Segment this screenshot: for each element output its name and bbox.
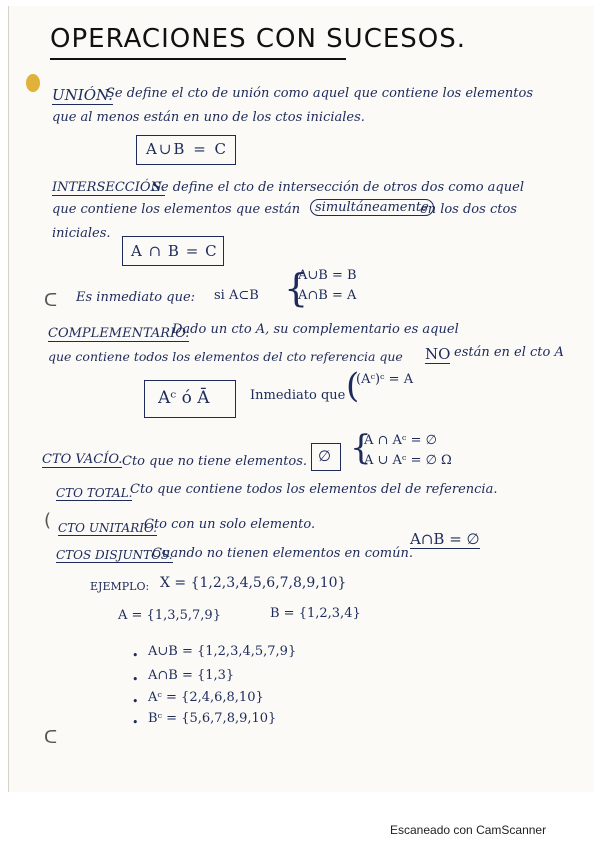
- ejemplo-b: B = {1,2,3,4}: [270, 606, 361, 621]
- total-text: Cto que contiene todos los elementos del de referencia.: [130, 482, 498, 497]
- ejemplo-bullet: •: [132, 695, 139, 708]
- ejemplo-bullet: •: [132, 716, 139, 729]
- total-heading: CTO TOTAL.: [56, 486, 133, 500]
- ejemplo-x: X = {1,2,3,4,5,6,7,8,9,10}: [160, 575, 347, 591]
- vacio-symbol: ∅: [318, 447, 332, 465]
- title-underline: [50, 58, 346, 60]
- ejemplo-item: A∪B = {1,2,3,4,5,7,9}: [148, 644, 297, 659]
- vacio-text: Cto que no tiene elementos.: [122, 454, 308, 469]
- punch-hole-mark: ᑕ: [44, 727, 58, 748]
- complementario-formula: Aᶜ ó Ā: [158, 388, 210, 408]
- unitario-heading: CTO UNITARIO.: [58, 521, 157, 535]
- complementario-text-2a: que contiene todos los elementos del cto referencia que: [48, 349, 403, 364]
- interseccion-text-3: iniciales.: [52, 226, 111, 241]
- complementario-text-2b: NO: [425, 345, 451, 363]
- union-formula: A∪B = C: [146, 140, 229, 158]
- ejemplo-bullet: •: [132, 649, 139, 662]
- scanner-watermark: Escaneado con CamScanner: [390, 823, 547, 837]
- interseccion-heading: INTERSECCIÓN.: [52, 180, 166, 195]
- vacio-heading: CTO VACÍO.: [42, 452, 123, 467]
- inmediato-line-1: A∪B = B: [298, 268, 357, 283]
- union-text-2: que al menos están en uno de los ctos iniciales.: [52, 110, 365, 125]
- ejemplo-label: EJEMPLO:: [90, 580, 150, 593]
- inmediato-brace: {: [284, 266, 309, 310]
- ejemplo-item: A∩B = {1,3}: [148, 668, 235, 683]
- inmediato-line-2: A∩B = A: [298, 288, 357, 303]
- inmediato-text: Es inmediato que:: [76, 290, 196, 305]
- interseccion-text-2a: que contiene los elementos que están: [52, 202, 301, 217]
- unitario-text: Cto con un solo elemento.: [144, 517, 316, 532]
- complementario-brace: (: [346, 366, 360, 406]
- ejemplo-bullet: •: [132, 673, 139, 686]
- complementario-text-2c: están en el cto A: [454, 345, 564, 360]
- disjuntos-formula: A∩B = ∅: [410, 530, 480, 548]
- punch-hole-mark: ᑕ: [44, 290, 58, 311]
- inmediato-condition: si A⊂B: [214, 288, 259, 303]
- punch-hole-mark: (: [44, 510, 52, 531]
- ejemplo-a: A = {1,3,5,7,9}: [118, 608, 221, 623]
- union-heading: UNIÓN.: [52, 86, 113, 104]
- complementario-heading: COMPLEMENTARIO.: [48, 326, 190, 341]
- disjuntos-heading: CTOS DISJUNTOS.: [56, 548, 173, 562]
- vacio-brace: {: [350, 428, 372, 468]
- highlight-marker: [26, 74, 40, 92]
- interseccion-text-2b: simultáneamente: [310, 199, 434, 216]
- interseccion-text-2c: en los dos ctos: [420, 202, 517, 217]
- vacio-line-2: A ∪ Aᶜ = ∅ Ω: [364, 453, 452, 468]
- page-title: OPERACIONES CON SUCESOS.: [50, 24, 467, 54]
- vacio-line-1: A ∩ Aᶜ = ∅: [364, 433, 437, 448]
- interseccion-formula: A ∩ B = C: [131, 242, 218, 260]
- complementario-text-1: Dado un cto A, su complementario es aquel: [172, 322, 459, 337]
- disjuntos-text: Cuando no tienen elementos en común.: [152, 546, 414, 561]
- ejemplo-item: Bᶜ = {5,6,7,8,9,10}: [148, 711, 277, 726]
- interseccion-text-1: Se define el cto de intersección de otros dos como aquel: [152, 180, 524, 195]
- complementario-result: (Aᶜ)ᶜ = A: [356, 372, 414, 387]
- union-text-1: Se define el cto de unión como aquel que contiene los elementos: [106, 86, 533, 101]
- ejemplo-item: Aᶜ = {2,4,6,8,10}: [148, 690, 264, 705]
- complementario-inmediato: Inmediato que: [250, 388, 346, 403]
